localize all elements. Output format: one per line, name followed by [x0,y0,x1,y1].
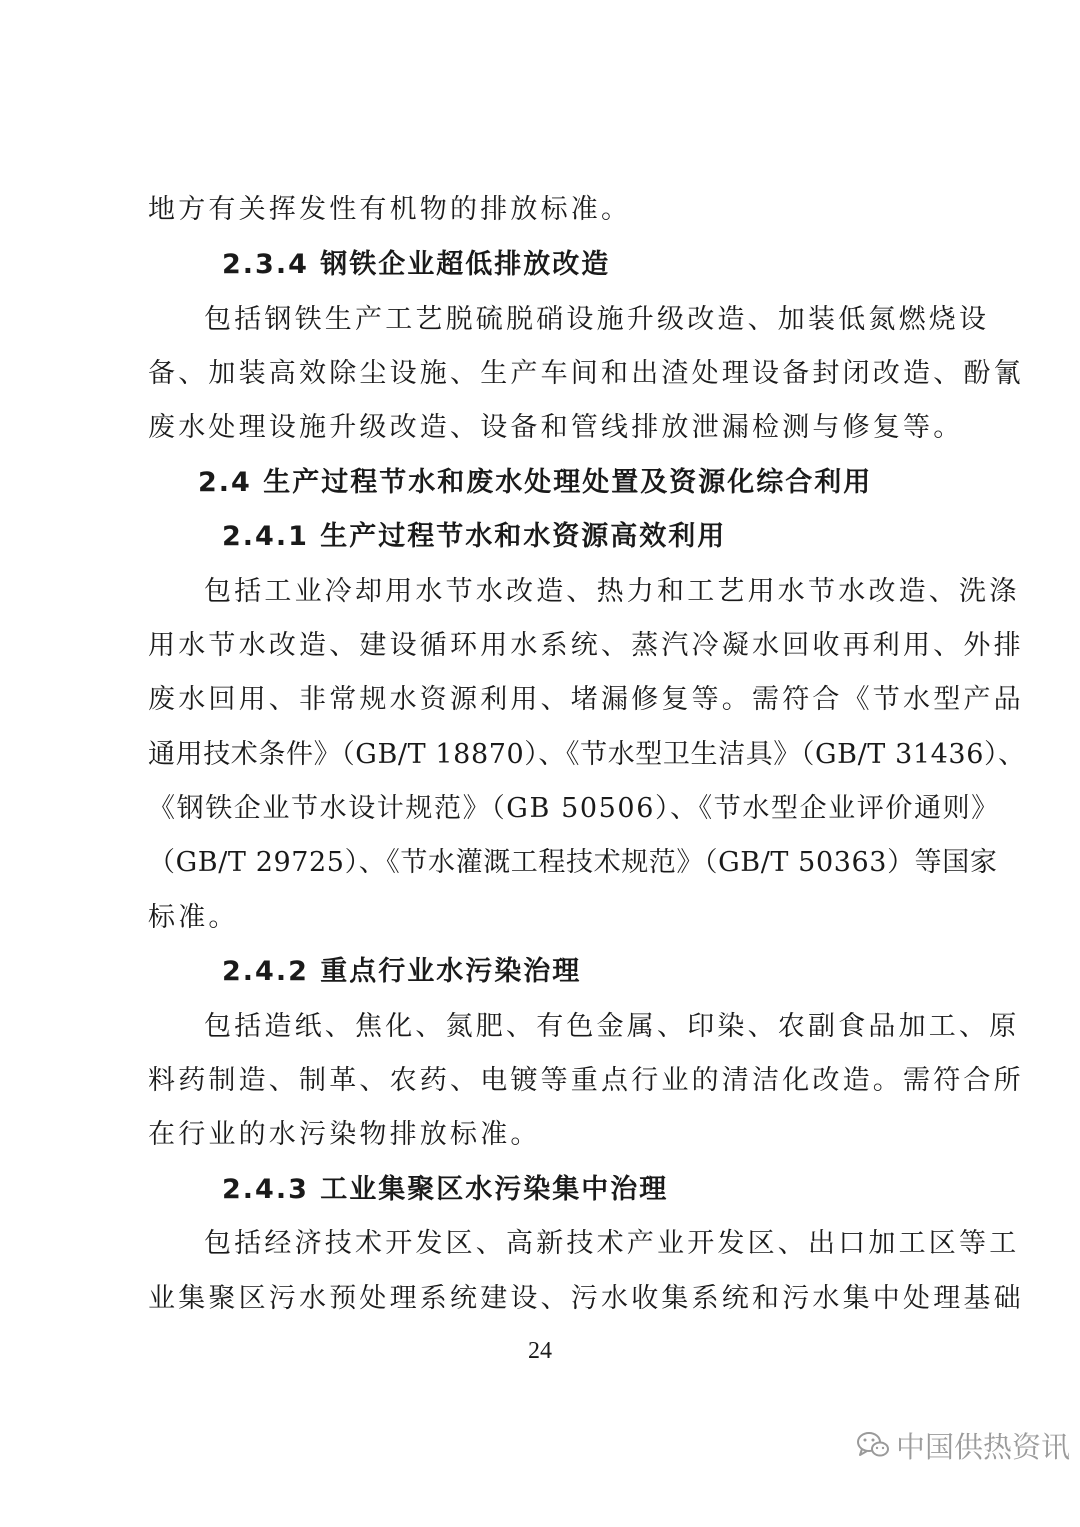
body-text-line: 《钢铁企业节水设计规范》（GB 50506）、《节水型企业评价通则》 [148,793,1000,824]
section-heading-2-4-1: 2.4.1 生产过程节水和水资源高效利用 [222,521,727,552]
body-text-line: 地方有关挥发性有机物的排放标准。 [148,194,632,225]
body-text-line: 废水处理设施升级改造、设备和管线排放泄漏检测与修复等。 [148,412,964,443]
body-text-line: 通用技术条件》（GB/T 18870）、《节水型卫生洁具》（GB/T 31436）、 [148,739,1026,770]
section-heading-2-4: 2.4 生产过程节水和废水处理处置及资源化综合利用 [198,467,873,498]
body-text-line: 包括经济技术开发区、高新技术产业开发区、出口加工区等工 [204,1228,1020,1259]
section-heading-2-4-2: 2.4.2 重点行业水污染治理 [222,956,582,987]
body-text-line: 料药制造、制革、农药、电镀等重点行业的清洁化改造。需符合所 [148,1065,1024,1096]
body-text-line: 业集聚区污水预处理系统建设、污水收集系统和污水集中处理基础 [148,1283,1024,1314]
section-heading-2-3-4: 2.3.4 钢铁企业超低排放改造 [222,249,611,280]
body-text-line: 备、加装高效除尘设施、生产车间和出渣处理设备封闭改造、酚氰 [148,358,1024,389]
section-heading-2-4-3: 2.4.3 工业集聚区水污染集中治理 [222,1174,669,1205]
body-text-line: 包括钢铁生产工艺脱硫脱硝设施升级改造、加装低氮燃烧设 [204,304,990,335]
watermark-text: 中国供热资讯 [896,1429,1071,1464]
page-number: 24 [528,1338,552,1364]
wechat-icon [856,1430,890,1460]
watermark [856,1420,1070,1470]
body-text-line: 在行业的水污染物排放标准。 [148,1119,541,1150]
body-text-line: 废水回用、非常规水资源利用、堵漏修复等。需符合《节水型产品 [148,684,1024,715]
body-text-line: （GB/T 29725）、《节水灌溉工程技术规范》（GB/T 50363）等国家 [148,847,998,878]
body-text-line: 用水节水改造、建设循环用水系统、蒸汽冷凝水回收再利用、外排 [148,630,1024,661]
body-text-line: 包括工业冷却用水节水改造、热力和工艺用水节水改造、洗涤 [204,576,1020,607]
body-text-line: 包括造纸、焦化、氮肥、有色金属、印染、农副食品加工、原 [204,1011,1020,1042]
body-text-line: 标准。 [148,902,239,933]
